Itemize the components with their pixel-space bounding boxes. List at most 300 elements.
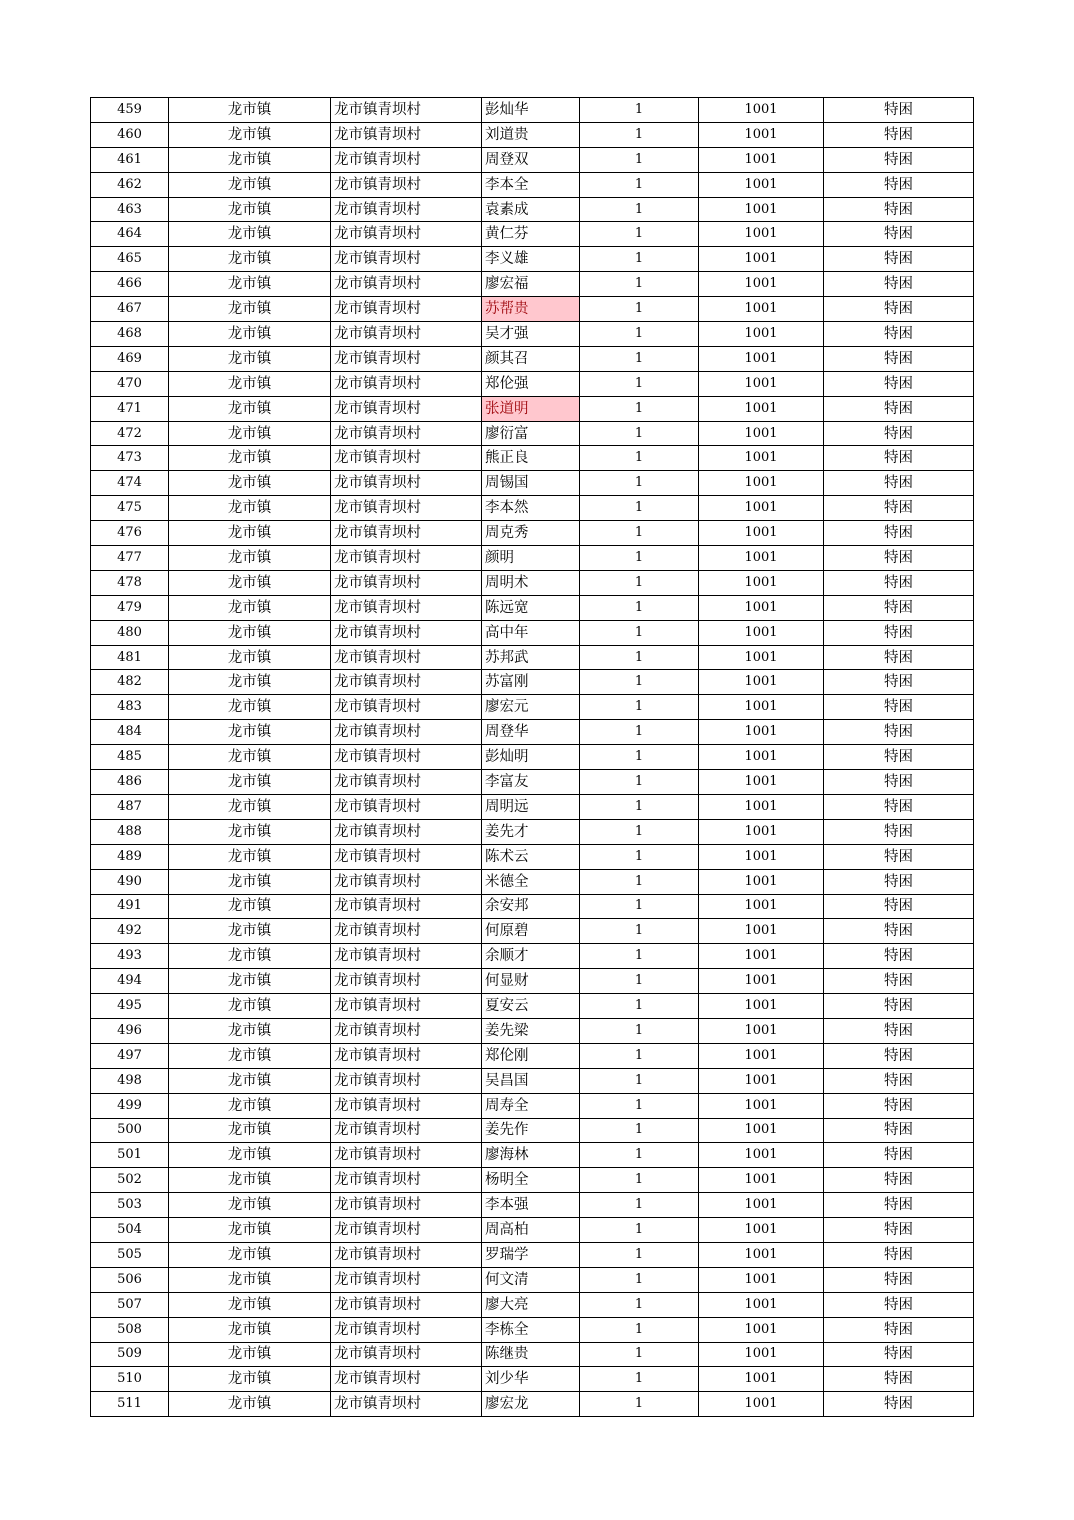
- table-row: [91, 919, 974, 944]
- household-count-cell: 1: [580, 496, 699, 521]
- town-cell: 龙市镇: [169, 994, 331, 1019]
- row-number-cell: 467: [91, 297, 169, 322]
- household-count-cell: 1: [580, 819, 699, 844]
- table-row: [91, 1143, 974, 1168]
- village-cell: 龙市镇青坝村: [331, 994, 482, 1019]
- row-number-cell: 494: [91, 969, 169, 994]
- household-count-cell: 1: [580, 147, 699, 172]
- household-count-cell: 1: [580, 645, 699, 670]
- person-name-cell: 苏富刚: [482, 670, 580, 695]
- village-cell: 龙市镇青坝村: [331, 272, 482, 297]
- row-number-cell: 488: [91, 819, 169, 844]
- row-number-cell: 473: [91, 446, 169, 471]
- assistance-type-cell: 特困: [824, 1342, 974, 1367]
- category-code-cell: 1001: [699, 794, 824, 819]
- village-cell: 龙市镇青坝村: [331, 421, 482, 446]
- village-cell: 龙市镇青坝村: [331, 446, 482, 471]
- village-cell: 龙市镇青坝村: [331, 346, 482, 371]
- assistance-type-cell: 特困: [824, 969, 974, 994]
- village-cell: 龙市镇青坝村: [331, 122, 482, 147]
- table-row: [91, 944, 974, 969]
- table-row: [91, 1118, 974, 1143]
- table-row: [91, 1093, 974, 1118]
- person-name-cell: 周克秀: [482, 521, 580, 546]
- roster-table: [90, 97, 974, 1417]
- category-code-cell: 1001: [699, 546, 824, 571]
- town-cell: 龙市镇: [169, 521, 331, 546]
- person-name-cell: 黄仁芬: [482, 222, 580, 247]
- category-code-cell: 1001: [699, 645, 824, 670]
- row-number-cell: 466: [91, 272, 169, 297]
- assistance-type-cell: 特困: [824, 944, 974, 969]
- table-row: [91, 745, 974, 770]
- category-code-cell: 1001: [699, 197, 824, 222]
- category-code-cell: 1001: [699, 720, 824, 745]
- table-row: [91, 1068, 974, 1093]
- person-name-cell: 余顺才: [482, 944, 580, 969]
- category-code-cell: 1001: [699, 919, 824, 944]
- town-cell: 龙市镇: [169, 794, 331, 819]
- person-name-cell: 姜先梁: [482, 1018, 580, 1043]
- assistance-type-cell: 特困: [824, 1292, 974, 1317]
- household-count-cell: 1: [580, 1068, 699, 1093]
- assistance-type-cell: 特困: [824, 770, 974, 795]
- table-row: [91, 1392, 974, 1417]
- town-cell: 龙市镇: [169, 1317, 331, 1342]
- person-name-cell: 陈术云: [482, 844, 580, 869]
- category-code-cell: 1001: [699, 222, 824, 247]
- table-row: [91, 1043, 974, 1068]
- row-number-cell: 481: [91, 645, 169, 670]
- category-code-cell: 1001: [699, 421, 824, 446]
- table-row: [91, 570, 974, 595]
- household-count-cell: 1: [580, 471, 699, 496]
- person-name-cell: 彭灿华: [482, 98, 580, 123]
- person-name-cell: 苏邦武: [482, 645, 580, 670]
- row-number-cell: 511: [91, 1392, 169, 1417]
- row-number-cell: 498: [91, 1068, 169, 1093]
- village-cell: 龙市镇青坝村: [331, 770, 482, 795]
- person-name-cell: 熊正良: [482, 446, 580, 471]
- household-count-cell: 1: [580, 944, 699, 969]
- village-cell: 龙市镇青坝村: [331, 1093, 482, 1118]
- household-count-cell: 1: [580, 595, 699, 620]
- household-count-cell: 1: [580, 695, 699, 720]
- category-code-cell: 1001: [699, 1068, 824, 1093]
- assistance-type-cell: 特困: [824, 1018, 974, 1043]
- town-cell: 龙市镇: [169, 272, 331, 297]
- row-number-cell: 459: [91, 98, 169, 123]
- table-row: [91, 1218, 974, 1243]
- assistance-type-cell: 特困: [824, 147, 974, 172]
- village-cell: 龙市镇青坝村: [331, 1267, 482, 1292]
- town-cell: 龙市镇: [169, 346, 331, 371]
- person-name-cell: 米德全: [482, 869, 580, 894]
- town-cell: 龙市镇: [169, 745, 331, 770]
- village-cell: 龙市镇青坝村: [331, 944, 482, 969]
- town-cell: 龙市镇: [169, 247, 331, 272]
- roster-table-body: [91, 98, 974, 1417]
- assistance-type-cell: 特困: [824, 471, 974, 496]
- category-code-cell: 1001: [699, 819, 824, 844]
- person-name-cell: 高中年: [482, 620, 580, 645]
- category-code-cell: 1001: [699, 1317, 824, 1342]
- household-count-cell: 1: [580, 570, 699, 595]
- household-count-cell: 1: [580, 1143, 699, 1168]
- household-count-cell: 1: [580, 197, 699, 222]
- row-number-cell: 507: [91, 1292, 169, 1317]
- person-name-cell: 郑伦强: [482, 371, 580, 396]
- person-name-cell: 廖衍富: [482, 421, 580, 446]
- town-cell: 龙市镇: [169, 1168, 331, 1193]
- table-row: [91, 496, 974, 521]
- category-code-cell: 1001: [699, 98, 824, 123]
- assistance-type-cell: 特困: [824, 695, 974, 720]
- row-number-cell: 471: [91, 396, 169, 421]
- assistance-type-cell: 特困: [824, 98, 974, 123]
- assistance-type-cell: 特困: [824, 496, 974, 521]
- assistance-type-cell: 特困: [824, 272, 974, 297]
- person-name-cell: 袁素成: [482, 197, 580, 222]
- row-number-cell: 499: [91, 1093, 169, 1118]
- village-cell: 龙市镇青坝村: [331, 670, 482, 695]
- table-row: [91, 720, 974, 745]
- household-count-cell: 1: [580, 1043, 699, 1068]
- table-row: [91, 446, 974, 471]
- household-count-cell: 1: [580, 247, 699, 272]
- category-code-cell: 1001: [699, 1143, 824, 1168]
- category-code-cell: 1001: [699, 297, 824, 322]
- village-cell: 龙市镇青坝村: [331, 1342, 482, 1367]
- household-count-cell: 1: [580, 794, 699, 819]
- village-cell: 龙市镇青坝村: [331, 222, 482, 247]
- village-cell: 龙市镇青坝村: [331, 1043, 482, 1068]
- person-name-cell: 周登华: [482, 720, 580, 745]
- person-name-cell: 李栋全: [482, 1317, 580, 1342]
- village-cell: 龙市镇青坝村: [331, 919, 482, 944]
- category-code-cell: 1001: [699, 247, 824, 272]
- row-number-cell: 491: [91, 894, 169, 919]
- row-number-cell: 484: [91, 720, 169, 745]
- town-cell: 龙市镇: [169, 844, 331, 869]
- category-code-cell: 1001: [699, 1193, 824, 1218]
- village-cell: 龙市镇青坝村: [331, 1292, 482, 1317]
- town-cell: 龙市镇: [169, 670, 331, 695]
- town-cell: 龙市镇: [169, 1292, 331, 1317]
- town-cell: 龙市镇: [169, 1242, 331, 1267]
- category-code-cell: 1001: [699, 894, 824, 919]
- assistance-type-cell: 特困: [824, 1317, 974, 1342]
- household-count-cell: 1: [580, 869, 699, 894]
- village-cell: 龙市镇青坝村: [331, 1143, 482, 1168]
- category-code-cell: 1001: [699, 1342, 824, 1367]
- assistance-type-cell: 特困: [824, 1118, 974, 1143]
- assistance-type-cell: 特困: [824, 1193, 974, 1218]
- village-cell: 龙市镇青坝村: [331, 297, 482, 322]
- village-cell: 龙市镇青坝村: [331, 1367, 482, 1392]
- table-row: [91, 695, 974, 720]
- table-row: [91, 247, 974, 272]
- row-number-cell: 497: [91, 1043, 169, 1068]
- person-name-cell: 李本全: [482, 172, 580, 197]
- row-number-cell: 493: [91, 944, 169, 969]
- person-name-cell: 姜先作: [482, 1118, 580, 1143]
- table-row: [91, 994, 974, 1019]
- village-cell: 龙市镇青坝村: [331, 695, 482, 720]
- category-code-cell: 1001: [699, 570, 824, 595]
- category-code-cell: 1001: [699, 844, 824, 869]
- category-code-cell: 1001: [699, 471, 824, 496]
- person-name-cell: 何文清: [482, 1267, 580, 1292]
- village-cell: 龙市镇青坝村: [331, 322, 482, 347]
- household-count-cell: 1: [580, 1168, 699, 1193]
- assistance-type-cell: 特困: [824, 1218, 974, 1243]
- row-number-cell: 485: [91, 745, 169, 770]
- town-cell: 龙市镇: [169, 471, 331, 496]
- village-cell: 龙市镇青坝村: [331, 969, 482, 994]
- village-cell: 龙市镇青坝村: [331, 620, 482, 645]
- town-cell: 龙市镇: [169, 620, 331, 645]
- row-number-cell: 465: [91, 247, 169, 272]
- row-number-cell: 478: [91, 570, 169, 595]
- village-cell: 龙市镇青坝村: [331, 98, 482, 123]
- assistance-type-cell: 特困: [824, 1242, 974, 1267]
- table-row: [91, 1292, 974, 1317]
- assistance-type-cell: 特困: [824, 745, 974, 770]
- village-cell: 龙市镇青坝村: [331, 1168, 482, 1193]
- category-code-cell: 1001: [699, 994, 824, 1019]
- assistance-type-cell: 特困: [824, 421, 974, 446]
- person-name-cell: 李本然: [482, 496, 580, 521]
- category-code-cell: 1001: [699, 620, 824, 645]
- town-cell: 龙市镇: [169, 595, 331, 620]
- table-row: [91, 471, 974, 496]
- town-cell: 龙市镇: [169, 1218, 331, 1243]
- assistance-type-cell: 特困: [824, 1068, 974, 1093]
- row-number-cell: 504: [91, 1218, 169, 1243]
- category-code-cell: 1001: [699, 1218, 824, 1243]
- table-row: [91, 770, 974, 795]
- person-name-cell: 杨明全: [482, 1168, 580, 1193]
- row-number-cell: 464: [91, 222, 169, 247]
- town-cell: 龙市镇: [169, 570, 331, 595]
- household-count-cell: 1: [580, 98, 699, 123]
- category-code-cell: 1001: [699, 147, 824, 172]
- village-cell: 龙市镇青坝村: [331, 1068, 482, 1093]
- category-code-cell: 1001: [699, 1043, 824, 1068]
- assistance-type-cell: 特困: [824, 645, 974, 670]
- village-cell: 龙市镇青坝村: [331, 645, 482, 670]
- assistance-type-cell: 特困: [824, 446, 974, 471]
- assistance-type-cell: 特困: [824, 620, 974, 645]
- household-count-cell: 1: [580, 670, 699, 695]
- person-name-cell: 夏安云: [482, 994, 580, 1019]
- assistance-type-cell: 特困: [824, 247, 974, 272]
- town-cell: 龙市镇: [169, 1068, 331, 1093]
- row-number-cell: 461: [91, 147, 169, 172]
- town-cell: 龙市镇: [169, 1367, 331, 1392]
- village-cell: 龙市镇青坝村: [331, 1392, 482, 1417]
- row-number-cell: 469: [91, 346, 169, 371]
- town-cell: 龙市镇: [169, 147, 331, 172]
- category-code-cell: 1001: [699, 695, 824, 720]
- assistance-type-cell: 特困: [824, 546, 974, 571]
- row-number-cell: 480: [91, 620, 169, 645]
- town-cell: 龙市镇: [169, 371, 331, 396]
- town-cell: 龙市镇: [169, 869, 331, 894]
- table-row: [91, 346, 974, 371]
- table-row: [91, 1267, 974, 1292]
- town-cell: 龙市镇: [169, 919, 331, 944]
- person-name-cell: 彭灿明: [482, 745, 580, 770]
- household-count-cell: 1: [580, 446, 699, 471]
- person-name-cell: 周寿全: [482, 1093, 580, 1118]
- table-row: [91, 1193, 974, 1218]
- table-row: [91, 1168, 974, 1193]
- village-cell: 龙市镇青坝村: [331, 371, 482, 396]
- village-cell: 龙市镇青坝村: [331, 546, 482, 571]
- person-name-cell: 张道明: [482, 396, 580, 421]
- household-count-cell: 1: [580, 844, 699, 869]
- row-number-cell: 508: [91, 1317, 169, 1342]
- assistance-type-cell: 特困: [824, 570, 974, 595]
- household-count-cell: 1: [580, 1093, 699, 1118]
- person-name-cell: 刘道贵: [482, 122, 580, 147]
- village-cell: 龙市镇青坝村: [331, 396, 482, 421]
- assistance-type-cell: 特困: [824, 1168, 974, 1193]
- table-row: [91, 819, 974, 844]
- village-cell: 龙市镇青坝村: [331, 521, 482, 546]
- town-cell: 龙市镇: [169, 396, 331, 421]
- assistance-type-cell: 特困: [824, 322, 974, 347]
- category-code-cell: 1001: [699, 969, 824, 994]
- household-count-cell: 1: [580, 1218, 699, 1243]
- household-count-cell: 1: [580, 546, 699, 571]
- household-count-cell: 1: [580, 969, 699, 994]
- row-number-cell: 460: [91, 122, 169, 147]
- town-cell: 龙市镇: [169, 1267, 331, 1292]
- row-number-cell: 472: [91, 421, 169, 446]
- category-code-cell: 1001: [699, 496, 824, 521]
- row-number-cell: 475: [91, 496, 169, 521]
- household-count-cell: 1: [580, 1267, 699, 1292]
- person-name-cell: 刘少华: [482, 1367, 580, 1392]
- village-cell: 龙市镇青坝村: [331, 720, 482, 745]
- category-code-cell: 1001: [699, 1267, 824, 1292]
- person-name-cell: 姜先才: [482, 819, 580, 844]
- person-name-cell: 李义雄: [482, 247, 580, 272]
- table-row: [91, 645, 974, 670]
- row-number-cell: 503: [91, 1193, 169, 1218]
- table-row: [91, 546, 974, 571]
- table-row: [91, 595, 974, 620]
- category-code-cell: 1001: [699, 396, 824, 421]
- row-number-cell: 479: [91, 595, 169, 620]
- category-code-cell: 1001: [699, 446, 824, 471]
- town-cell: 龙市镇: [169, 969, 331, 994]
- assistance-type-cell: 特困: [824, 346, 974, 371]
- household-count-cell: 1: [580, 396, 699, 421]
- household-count-cell: 1: [580, 894, 699, 919]
- town-cell: 龙市镇: [169, 496, 331, 521]
- table-row: [91, 620, 974, 645]
- table-row: [91, 396, 974, 421]
- household-count-cell: 1: [580, 1118, 699, 1143]
- village-cell: 龙市镇青坝村: [331, 794, 482, 819]
- person-name-cell: 廖宏龙: [482, 1392, 580, 1417]
- town-cell: 龙市镇: [169, 1093, 331, 1118]
- category-code-cell: 1001: [699, 670, 824, 695]
- household-count-cell: 1: [580, 1018, 699, 1043]
- person-name-cell: 郑伦刚: [482, 1043, 580, 1068]
- town-cell: 龙市镇: [169, 122, 331, 147]
- assistance-type-cell: 特困: [824, 994, 974, 1019]
- category-code-cell: 1001: [699, 521, 824, 546]
- assistance-type-cell: 特困: [824, 819, 974, 844]
- household-count-cell: 1: [580, 1392, 699, 1417]
- household-count-cell: 1: [580, 919, 699, 944]
- assistance-type-cell: 特困: [824, 222, 974, 247]
- town-cell: 龙市镇: [169, 222, 331, 247]
- household-count-cell: 1: [580, 222, 699, 247]
- assistance-type-cell: 特困: [824, 670, 974, 695]
- person-name-cell: 陈继贵: [482, 1342, 580, 1367]
- table-row: [91, 1367, 974, 1392]
- assistance-type-cell: 特困: [824, 844, 974, 869]
- category-code-cell: 1001: [699, 1367, 824, 1392]
- assistance-type-cell: 特困: [824, 595, 974, 620]
- household-count-cell: 1: [580, 745, 699, 770]
- person-name-cell: 颜其召: [482, 346, 580, 371]
- category-code-cell: 1001: [699, 944, 824, 969]
- village-cell: 龙市镇青坝村: [331, 1018, 482, 1043]
- category-code-cell: 1001: [699, 1292, 824, 1317]
- town-cell: 龙市镇: [169, 770, 331, 795]
- table-row: [91, 98, 974, 123]
- row-number-cell: 500: [91, 1118, 169, 1143]
- assistance-type-cell: 特困: [824, 1392, 974, 1417]
- assistance-type-cell: 特困: [824, 794, 974, 819]
- village-cell: 龙市镇青坝村: [331, 172, 482, 197]
- table-row: [91, 297, 974, 322]
- town-cell: 龙市镇: [169, 197, 331, 222]
- village-cell: 龙市镇青坝村: [331, 247, 482, 272]
- person-name-cell: 周锡国: [482, 471, 580, 496]
- village-cell: 龙市镇青坝村: [331, 1118, 482, 1143]
- town-cell: 龙市镇: [169, 322, 331, 347]
- town-cell: 龙市镇: [169, 894, 331, 919]
- category-code-cell: 1001: [699, 122, 824, 147]
- town-cell: 龙市镇: [169, 1118, 331, 1143]
- assistance-type-cell: 特困: [824, 197, 974, 222]
- village-cell: 龙市镇青坝村: [331, 745, 482, 770]
- town-cell: 龙市镇: [169, 1392, 331, 1417]
- category-code-cell: 1001: [699, 1242, 824, 1267]
- person-name-cell: 罗瑞学: [482, 1242, 580, 1267]
- assistance-type-cell: 特困: [824, 869, 974, 894]
- village-cell: 龙市镇青坝村: [331, 1317, 482, 1342]
- household-count-cell: 1: [580, 1342, 699, 1367]
- category-code-cell: 1001: [699, 322, 824, 347]
- row-number-cell: 470: [91, 371, 169, 396]
- assistance-type-cell: 特困: [824, 122, 974, 147]
- row-number-cell: 483: [91, 695, 169, 720]
- category-code-cell: 1001: [699, 1118, 824, 1143]
- household-count-cell: 1: [580, 322, 699, 347]
- person-name-cell: 李富友: [482, 770, 580, 795]
- row-number-cell: 510: [91, 1367, 169, 1392]
- assistance-type-cell: 特困: [824, 1043, 974, 1068]
